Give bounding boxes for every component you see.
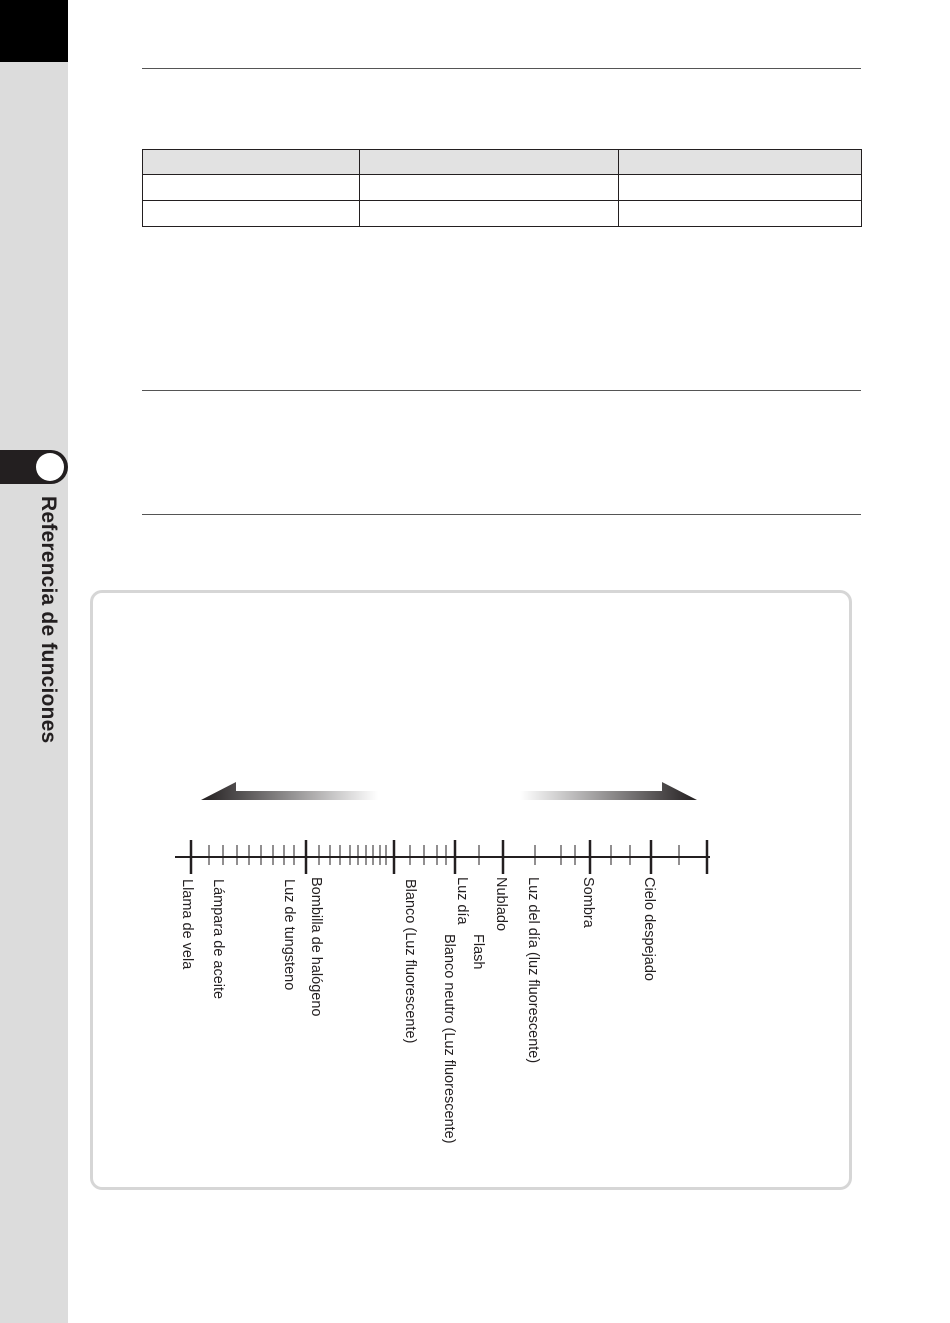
scale-label-blanco-neutro-luz-fluorescente: Blanco neutro (Luz fluorescente) <box>441 934 457 1144</box>
arrow-right-icon <box>520 782 697 800</box>
scale-label-luz-de-tungsteno: Luz de tungsteno <box>281 879 297 991</box>
arrow-left-icon <box>201 782 378 800</box>
scale-label-bombilla-de-halogeno: Bombilla de halógeno <box>308 877 324 1017</box>
scale-label-sombra: Sombra <box>580 877 596 928</box>
chapter-label: Referencia de funciones <box>37 496 60 744</box>
scale-label-llama-de-vela: Llama de vela <box>179 879 195 970</box>
scale-label-cielo-despejado: Cielo despejado <box>641 877 657 981</box>
scale-label-blanco-luz-fluorescente: Blanco (Luz fluorescente) <box>402 879 418 1044</box>
scale-label-nublado: Nublado <box>493 877 509 932</box>
scale-label-luz-del-dia-luz-fluorescente: Luz del día (luz fluorescente) <box>525 877 541 1064</box>
scale-labels <box>179 877 657 1144</box>
scale-label-flash: Flash <box>470 934 486 970</box>
scale-label-luz-dia: Luz día <box>454 877 470 925</box>
scale-label-lampara-de-aceite: Lámpara de aceite <box>210 879 226 1000</box>
